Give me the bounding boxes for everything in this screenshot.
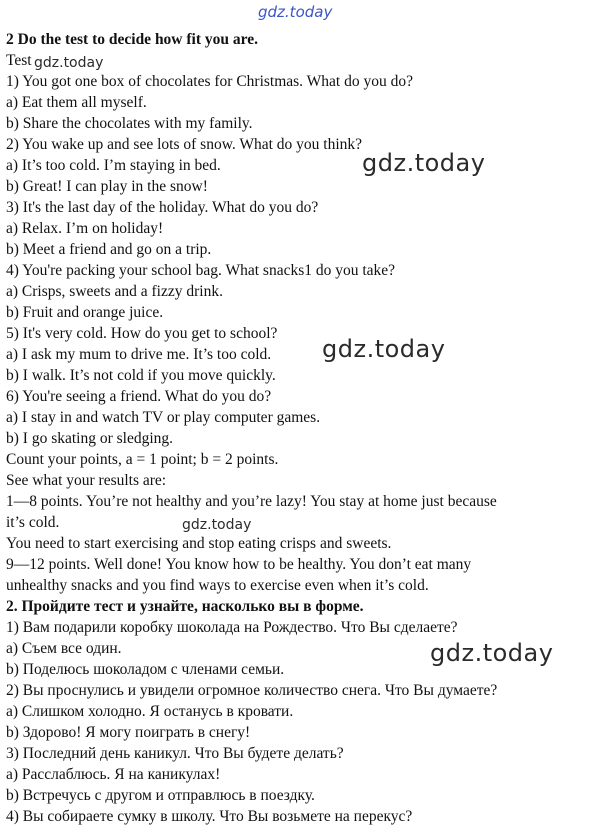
heading-english: 2 Do the test to decide how fit you are. (6, 31, 258, 48)
heading-russian: 2. Пройдите тест и узнайте, насколько вы в форме. (6, 598, 364, 615)
answer-line: a) It’s too cold. I’m staying in bed. (6, 157, 221, 174)
answer-line: b) Share the chocolates with my family. (6, 115, 253, 132)
question-line: 5) It's very cold. How do you get to school? (6, 325, 278, 342)
answer-line: а) Слишком холодно. Я останусь в кровати. (6, 703, 294, 720)
watermark: gdz.today (182, 517, 252, 533)
watermark-top: gdz.today (258, 3, 333, 21)
results-intro: See what your results are: (6, 472, 167, 489)
result-line: 9—12 points. Well done! You know how to be healthy. You don’t eat many (6, 556, 472, 573)
answer-line: b) I go skating or sledging. (6, 430, 174, 447)
result-line: You need to start exercising and stop eating crisps and sweets. (6, 535, 392, 552)
answer-line: а) Съем все один. (6, 640, 122, 657)
answer-line: b) Здорово! Я могу поиграть в снегу! (6, 724, 251, 741)
watermark: gdz.today (322, 335, 446, 363)
question-line: 3) Последний день каникул. Что Вы будете делать? (6, 745, 344, 762)
answer-line: a) Crisps, sweets and a fizzy drink. (6, 283, 223, 300)
answer-line: b) Great! I can play in the snow! (6, 178, 208, 195)
answer-line: b) Встречусь с другом и отправлюсь в поездку. (6, 787, 315, 804)
question-line: 2) You wake up and see lots of snow. What do you think? (6, 136, 363, 153)
question-line: 1) Вам подарили коробку шоколада на Рождество. Что Вы сделаете? (6, 619, 458, 636)
test-label: Test (6, 52, 32, 69)
answer-line: b) Поделюсь шоколадом с членами семьи. (6, 661, 285, 678)
watermark: gdz.today (430, 639, 554, 667)
question-line: 4) Вы собираете сумку в школу. Что Вы возьмете на перекус? (6, 808, 413, 825)
result-line: unhealthy snacks and you find ways to exercise even when it’s cold. (6, 577, 429, 594)
answer-line: b) Meet a friend and go on a trip. (6, 241, 212, 258)
result-line: it’s cold. (6, 514, 60, 531)
scoring-line: Count your points, a = 1 point; b = 2 points. (6, 451, 279, 468)
answer-line: a) Eat them all myself. (6, 94, 147, 111)
answer-line: а) Расслаблюсь. Я на каникулах! (6, 766, 221, 783)
question-line: 1) You got one box of chocolates for Christmas. What do you do? (6, 73, 413, 90)
answer-line: a) Relax. I’m on holiday! (6, 220, 164, 237)
answer-line: a) I ask my mum to drive me. It’s too cold. (6, 346, 272, 363)
result-line: 1—8 points. You’re not healthy and you’re lazy! You stay at home just because (6, 493, 497, 510)
answer-line: b) Fruit and orange juice. (6, 304, 164, 321)
answer-line: b) I walk. It’s not cold if you move quickly. (6, 367, 276, 384)
question-line: 3) It's the last day of the holiday. What do you do? (6, 199, 319, 216)
watermark: gdz.today (362, 149, 486, 177)
answer-line: a) I stay in and watch TV or play computer games. (6, 409, 321, 426)
watermark: gdz.today (34, 55, 104, 71)
question-line: 6) You're seeing a friend. What do you do? (6, 388, 272, 405)
question-line: 2) Вы проснулись и увидели огромное количество снега. Что Вы думаете? (6, 682, 498, 699)
question-line: 4) You're packing your school bag. What snacks1 do you take? (6, 262, 396, 279)
